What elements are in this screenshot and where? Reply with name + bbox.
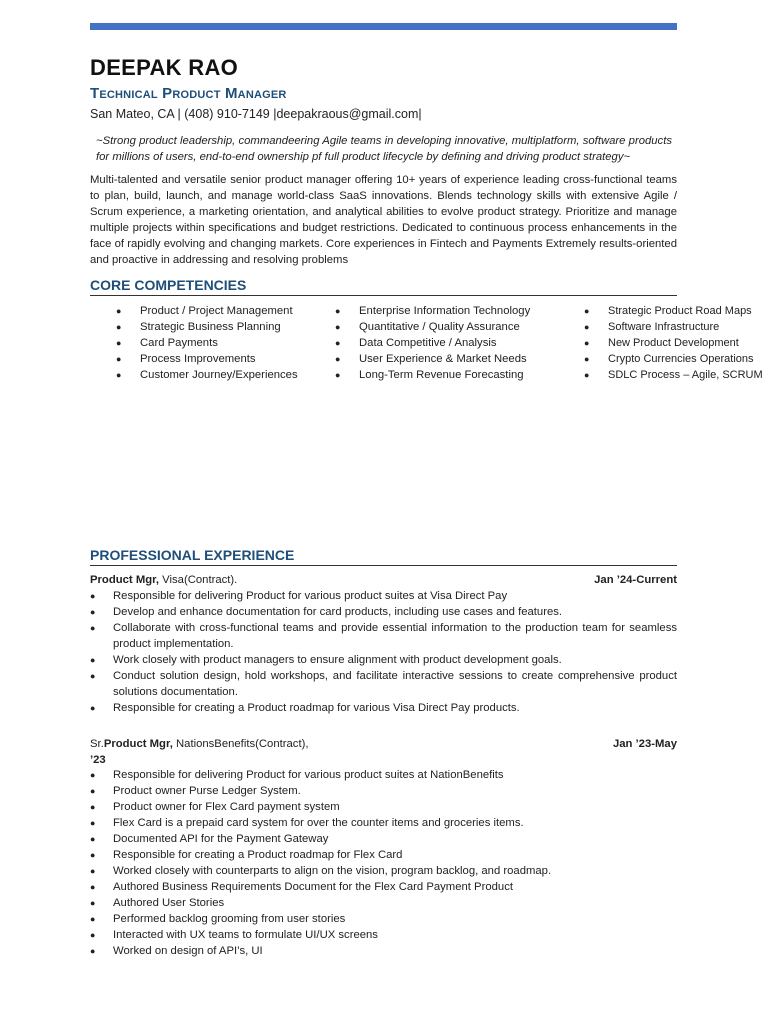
list-item: ● Product owner for Flex Card payment system <box>90 799 677 815</box>
contact-line: San Mateo, CA | (408) 910-7149 |deepakraous@gmail.com| <box>90 107 422 121</box>
job-header-nationsbenefits <box>90 736 677 768</box>
candidate-name: DEEPAK RAO <box>90 55 239 80</box>
job-prefix: Sr. <box>90 738 104 750</box>
competency-item: ● Process Improvements <box>116 351 298 367</box>
job-bullets-visa <box>90 588 677 716</box>
competencies-column-1 <box>116 303 298 383</box>
list-item: ● Work closely with product managers to ensure alignment with product development goals. <box>90 652 677 668</box>
list-item: ● Authored User Stories <box>90 895 677 911</box>
header-accent-bar <box>90 23 677 30</box>
list-item: ● Develop and enhance documentation for card products, including use cases and features. <box>90 604 677 620</box>
tagline: ~Strong product leadership, commandeering Agile teams in developing innovative, multiplatform, software products for millions of users, end-to-end ownership pf full product lifecycle by defining and driving product strategy~ <box>96 135 672 163</box>
list-item: ● Authored Business Requirements Document for the Flex Card Payment Product <box>90 879 677 895</box>
job-dates: Jan ’23-May <box>612 738 677 750</box>
job-dates: Jan ’24-Current <box>594 574 677 586</box>
list-item: ● Performed backlog grooming from user stories <box>90 911 677 927</box>
list-item: ● Interacted with UX teams to formulate UI/UX screens <box>90 927 677 943</box>
competency-item: ● SDLC Process – Agile, SCRUM <box>584 367 763 383</box>
list-item: ● Documented API for the Payment Gateway <box>90 831 677 847</box>
competency-item: ● Crypto Currencies Operations <box>584 351 763 367</box>
competency-item: ● Quantitative / Quality Assurance <box>335 319 530 335</box>
section-heading-competencies: CORE COMPETENCIES <box>90 277 677 296</box>
competency-item: ● Long-Term Revenue Forecasting <box>335 367 530 383</box>
list-item: ● Responsible for delivering Product for various product suites at Visa Direct Pay <box>90 588 677 604</box>
list-item: ● Responsible for creating a Product roadmap for various Visa Direct Pay products. <box>90 700 677 716</box>
list-item: ● Product owner Purse Ledger System. <box>90 783 677 799</box>
list-item: ● Flex Card is a prepaid card system for over the counter items and groceries items. <box>90 815 677 831</box>
competency-item: ● User Experience & Market Needs <box>335 351 530 367</box>
competency-item: ● New Product Development <box>584 335 763 351</box>
job-header-visa <box>90 572 677 588</box>
section-heading-experience: PROFESSIONAL EXPERIENCE <box>90 547 677 566</box>
competency-item: ● Software Infrastructure <box>584 319 763 335</box>
job-bullets-nationsbenefits <box>90 767 677 959</box>
list-item: ● Responsible for delivering Product for various product suites at NationBenefits <box>90 767 677 783</box>
competency-item: ● Data Competitive / Analysis <box>335 335 530 351</box>
list-item: ● Conduct solution design, hold workshops, and facilitate interactive sessions to create comprehensive product solutions documentation. <box>90 668 677 700</box>
competency-item: ● Strategic Business Planning <box>116 319 298 335</box>
competencies-column-3 <box>584 303 763 383</box>
list-item: ● Responsible for creating a Product roadmap for Flex Card <box>90 847 677 863</box>
candidate-title: Technical Product Manager <box>90 85 287 102</box>
job-company: Visa(Contract). <box>159 574 238 586</box>
list-item: ● Worked closely with counterparts to align on the vision, program backlog, and roadmap. <box>90 863 677 879</box>
job-company: NationsBenefits(Contract), <box>172 738 309 750</box>
job-dates-continued: ’23 <box>90 754 106 766</box>
job-role: Product Mgr, <box>90 574 160 586</box>
competencies-column-2 <box>335 303 530 383</box>
competency-item: ● Card Payments <box>116 335 298 351</box>
competency-item: ● Strategic Product Road Maps <box>584 303 763 319</box>
competency-item: ● Product / Project Management <box>116 303 298 319</box>
job-role: Product Mgr, <box>103 738 173 750</box>
competency-item: ● Customer Journey/Experiences <box>116 367 298 383</box>
list-item: ● Worked on design of API’s, UI <box>90 943 677 959</box>
summary-paragraph: Multi-talented and versatile senior product manager offering 10+ years of experience leading cross-functional teams to plan, build, launch, and manage world-class SaaS innovations. Blends technology skills with extensive Agile / Scrum experience, a marketing orientation, and analytical abilities to evolve product strategy. Prioritize and manage multiple projects within specifications and budget restrictions. Dedicated to continuous process enhancements in the face of rapidly evolving and changing markets. Core experiences in Fintech and Payments Extremely results-oriented and proactive in addressing and resolving problems <box>90 174 677 266</box>
competency-item: ● Enterprise Information Technology <box>335 303 530 319</box>
list-item: ● Collaborate with cross-functional teams and provide essential information to the production team for seamless product implementation. <box>90 620 677 652</box>
